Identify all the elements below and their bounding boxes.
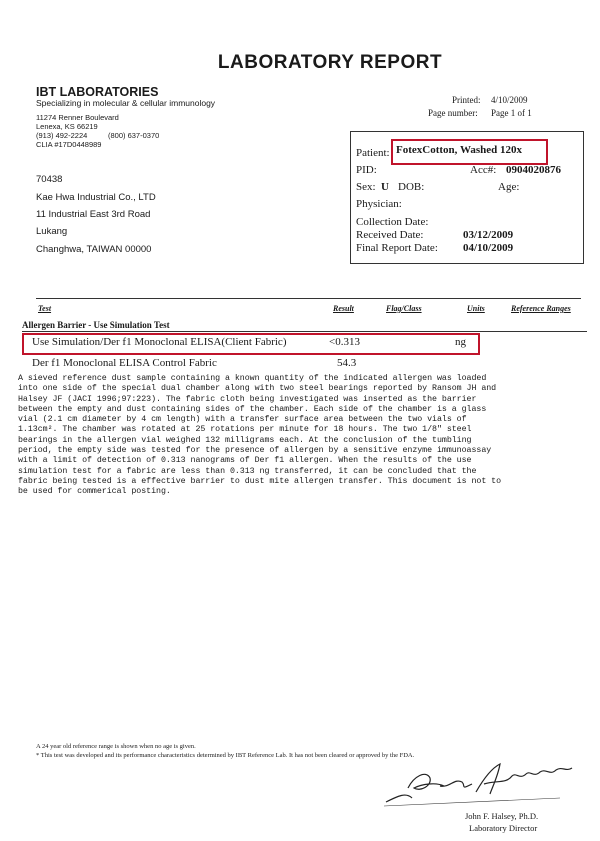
lab-tagline: Specializing in molecular & cellular immunology — [36, 98, 216, 108]
signatory-role: Laboratory Director — [469, 823, 538, 833]
row1-test: Use Simulation/Der f1 Monoclonal ELISA(Client Fabric) — [32, 336, 287, 348]
client-name: Kae Hwa Industrial Co., LTD — [36, 192, 156, 203]
final-report-date-label: Final Report Date: — [356, 242, 438, 254]
row1-result: <0.313 — [329, 336, 360, 348]
patient-label: Patient: — [356, 147, 390, 159]
lab-phone: (913) 492-2224 — [36, 131, 88, 140]
printed-label: Printed: — [452, 95, 481, 105]
lab-address-line2: Lenexa, KS 66219 — [36, 122, 98, 131]
client-street: 11 Industrial East 3rd Road — [36, 209, 151, 220]
report-title: LABORATORY REPORT — [217, 52, 443, 73]
method-description: A sieved reference dust sample containing a known quantity of the indicated allergen was loaded into one side of the special dual chamber along with two steel bearings reported by Ransom JH and Halsey JF (JACI 1996;97:223). The fabric cloth being investigated was inserted as the barrier between the empty and dust containing sides of the chamber. Each side of the chamber is a glass vial (2.1 cm diameter by 4 cm length) with a transfer surface area between the two vials of 1.13cm². The chamber was rotated at 25 rotations per minute for 18 hours. The two 1/8" steel bearings in the allergen vial weighed 132 milligrams each. At the conclusion of the tumbling period, the empty side was tested for the presence of allergen by a sensitive enzyme immunoassay with a limit of detection of 0.313 nanograms of Der f1 allergen. When the results of the use simulation test for a fabric are less than 0.313 ng transferred, it can be concluded that the fabric being tested is a effective barrier to dust mite allergen transfer. This document is not to be used for commerical posting. — [18, 374, 502, 497]
row2-test: Der f1 Monoclonal ELISA Control Fabric — [32, 357, 217, 369]
physician-label: Physician: — [356, 198, 402, 210]
printed-date: 4/10/2009 — [491, 95, 528, 105]
header-test: Test — [38, 304, 52, 313]
table-top-rule — [36, 298, 581, 299]
received-date-label: Received Date: — [356, 229, 424, 241]
dob-label: DOB: — [398, 181, 425, 193]
page-number-label: Page number: — [428, 108, 478, 118]
collection-date-label: Collection Date: — [356, 216, 429, 228]
header-units: Units — [467, 304, 485, 313]
lab-phone-tollfree: (800) 637-0370 — [108, 131, 160, 140]
page-number: Page 1 of 1 — [491, 108, 532, 118]
section-title: Allergen Barrier - Use Simulation Test — [22, 320, 170, 330]
lab-clia: CLIA #17D0448989 — [36, 140, 102, 149]
signatory-name: John F. Halsey, Ph.D. — [465, 811, 539, 821]
signature-image — [380, 758, 580, 808]
footnote-fda: * This test was developed and its performance characteristics determined by IBT Reference Lab. It has not been cleared or approved by the FDA. — [36, 752, 415, 759]
header-reference-ranges: Reference Ranges — [511, 304, 571, 313]
final-report-date: 04/10/2009 — [463, 242, 514, 254]
client-city: Changhwa, TAIWAN 00000 — [36, 244, 152, 255]
row2-result: 54.3 — [337, 357, 357, 369]
acc-number: 0904020876 — [506, 164, 561, 176]
header-flag-class: Flag/Class — [386, 304, 422, 313]
footnote-age: A 24 year old reference range is shown when no age is given. — [36, 743, 196, 750]
received-date: 03/12/2009 — [463, 229, 514, 241]
acc-label: Acc#: — [470, 164, 497, 176]
lab-address-line1: 11274 Renner Boulevard — [36, 113, 119, 122]
lab-name: IBT LABORATORIES — [36, 85, 159, 99]
client-id: 70438 — [36, 174, 63, 185]
age-label: Age: — [498, 181, 520, 193]
row1-units: ng — [455, 336, 466, 348]
sex-value: U — [381, 181, 389, 193]
sex-label: Sex: — [356, 181, 376, 193]
patient-name: FotexCotton, Washed 120x — [396, 144, 522, 156]
pid-label: PID: — [356, 164, 377, 176]
client-town: Lukang — [36, 226, 68, 237]
section-rule — [22, 331, 587, 332]
header-result: Result — [333, 304, 354, 313]
